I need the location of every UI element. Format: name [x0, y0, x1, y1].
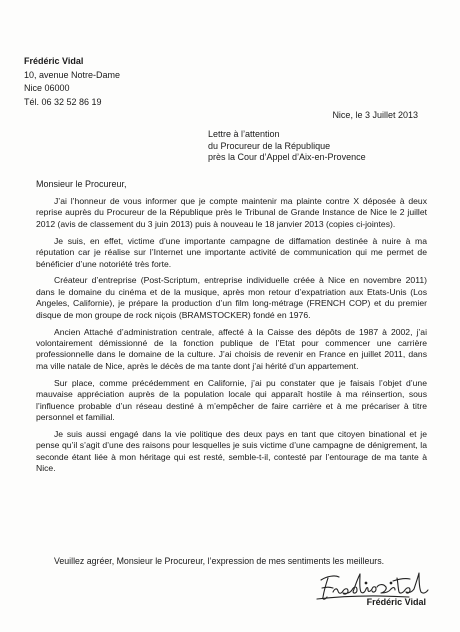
sender-block — [24, 55, 120, 109]
signer-name: Frédéric Vidal — [366, 597, 426, 607]
sender-phone: Tél. 06 32 52 86 19 — [24, 96, 102, 107]
paragraph-5: Sur place, comme précédemment en Californie, j’ai pu constater que je faisais l’objet d’une mauvaise appréciation auprès de la population locale qui apparaît hostile à ma réinsertion, sous l’influence probable d’un réseau destiné à m’empêcher de faire carrière et à me précariser à titre personnel et familial. — [36, 377, 427, 422]
recipient-line3: près la Cour d’Appel d’Aix-en-Provence — [208, 152, 366, 162]
paragraph-4: Ancien Attaché d’administration centrale, affecté à la Caisse des dépôts de 1987 à 2002, j’ai volontairement démissionné de la fonction publique de l’Etat pour commencer une carrière professionnelle dans le domaine de la culture. J’ai choisis de revenir en France en juillet 2011, dans ma ville natale de Nice, après le décès de ma tante dont j’ai hérité d’un appartement. — [36, 326, 427, 371]
recipient-line1: Lettre à l’attention — [208, 129, 280, 139]
closing-formula: Veuillez agréer, Monsieur le Procureur, l’expression de mes sentiments les meilleurs. — [54, 556, 385, 566]
paragraph-2: Je suis, en effet, victime d’une importante campagne de diffamation destinée à nuire à ma réputation car je réalise sur l’Internet une importante activité de communication qui me permet de bénéficier d’une notoriété très forte. — [36, 235, 427, 269]
sender-name: Frédéric Vidal — [24, 56, 84, 66]
paragraph-1: J’ai l’honneur de vous informer que je compte maintenir ma plainte contre X déposée à deux reprise auprès du Procureur de la République près le Tribunal de Grande Instance de Nice le 2 juillet 2012 (avis de classement du 3 juin 2013) puis à nouveau le 18 janvier 2013 (copies ci-jointes). — [36, 196, 427, 229]
recipient-block — [208, 129, 366, 164]
letter-body — [36, 196, 427, 480]
paragraph-3: Créateur d’entreprise (Post-Scriptum, entreprise individuelle créée à Nice en novembre 2011) dans le domaine du cinéma et de la musique, après mon retour d’expatriation aux Etats-Unis (Los Angeles, Californie), je prépare la production d’un film long-métrage (FRENCH COP) et du premier disque de mon groupe de rock niçois (BRAMSTOCKER) fondé en 1976. — [36, 275, 427, 320]
sender-address-line1: 10, avenue Notre-Dame — [24, 69, 121, 80]
sender-address-line2: Nice 06000 — [24, 83, 70, 93]
recipient-line2: du Procureur de la République — [208, 140, 331, 151]
paragraph-6: Je suis aussi engagé dans la vie politique des deux pays en tant que citoyen binational et je pense qu’il s’agit d’une des raisons pour lesquelles je suis victime d’une campagne de dénigrement, la seconde étant liée à mon héritage qui est resté, semble-t-il, contesté par l’entourage de ma tante à Nice. — [36, 428, 427, 474]
letter-date: Nice, le 3 Juillet 2013 — [332, 110, 418, 120]
salutation: Monsieur le Procureur, — [36, 179, 127, 189]
